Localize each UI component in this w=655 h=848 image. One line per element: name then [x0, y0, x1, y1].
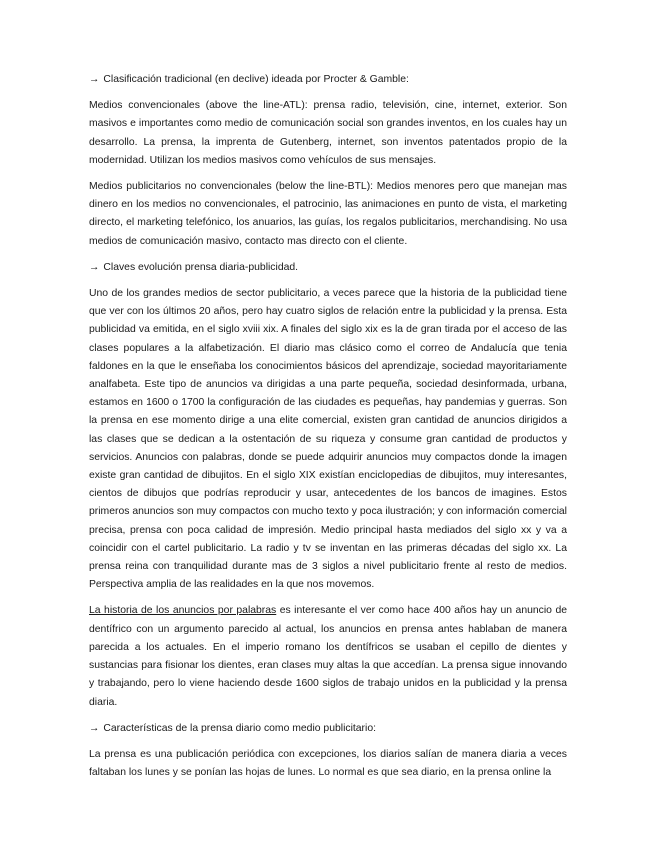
section-heading-characteristics — [89, 720, 567, 738]
heading-text: Características de la prensa diario como medio publicitario: — [103, 722, 376, 734]
paragraph-press-history: Uno de los grandes medios de sector publicitario, a veces parece que la historia de la publicidad tiene que ver con los últimos 20 años, pero hay cuatro siglos de relación entre la publicidad y la prensa. Esta publicidad va emitida, en el siglo xviii xix. A finales del siglo xix es la de gran tirada por el acceso de las clases populares a la alfabetización. El diario mas clásico como el correo de Andalucía que tenia faldones en la que le enseñaba los conocimientos básicos del aprendizaje, sociedad mayoritariamente analfabeta. Este tipo de anuncios va dirigidas a una parte pequeña, sociedad desinformada, urbana, estamos en 1600 o 1700 la configuración de las ciudades es pequeñas, hay pandemias y guerras. Son la prensa en ese momento dirige a una elite comercial, existen gran cantidad de anuncios dirigidos a las clases que se dedican a la ostentación de su riqueza y consume gran cantidad de productos y servicios. Anuncios con palabras, donde se puede adquirir anuncios muy compactos donde la imagen existe gran cantidad de dibujitos. En el siglo XIX existían enciclopedias de dibujitos, muy interesantes, cientos de dibujos que podrías reproducir y usar, antecedentes de los bancos de imagines. Estos primeros anuncios son muy compactos con mucho texto y poca ilustración; y con información comercial precisa, prensa con poca calidad de impresión. Medio principal hasta mediados del siglo xx y va a coincidir con el cartel publicitario. La radio y tv se inventan en las primeras décadas del siglo xx. La prensa reina con tranquilidad durante mas de 3 siglos a nivel publicitario frente al resto de medios. Perspectiva amplia de las realidades en la que nos movemos. — [89, 288, 567, 591]
paragraph-text: es interesante el ver como hace 400 años hay un anuncio de dentífrico con un argumento parecido al actual, los anuncios en prensa antes hablaban de manera parecida a los actuales. En el imperio romano los dentífricos se usaban el cepillo de dientes y sustancias para fisionar los dientes, eran clases muy altas la que accedían. La prensa sigue innovando y trabajando, pero lo viene haciendo desde 1600 siglos de trabajo unidos en la publicidad y la prensa diaria. — [89, 605, 567, 708]
document-body — [89, 71, 567, 790]
heading-text: Claves evolución prensa diaria-publicidad. — [103, 261, 299, 273]
paragraph-conventional-media: Medios convencionales (above the line-ATL): prensa radio, televisión, cine, internet, exterior. Son masivos e importantes como medio de comunicación social son grandes inventos, en los cuales hay un desarrollo. La prensa, la imprenta de Gutenberg, internet, son inventos patentados propio de la modernidad. Utilizan los medios masivos como vehículos de sus mensajes. — [89, 100, 567, 166]
arrow-icon: → — [89, 74, 100, 85]
heading-text: Clasificación tradicional (en declive) ideada por Procter & Gamble: — [103, 74, 409, 85]
underlined-phrase: La historia de los anuncios por palabras — [89, 605, 277, 617]
arrow-icon: → — [89, 722, 100, 734]
paragraph-non-conventional-media: Medios publicitarios no convencionales (below the line-BTL): Medios menores pero que manejan mas dinero en los medios no convencionales, el patrocinio, las animaciones en punto de vista, el marketing directo, el marketing telefónico, los anuarios, las guías, los regalos publicitarios, merchandising. No usa medios de comunicación masivo, contacto mas directo con el cliente. — [89, 181, 567, 247]
arrow-icon: → — [89, 261, 100, 273]
paragraph-periodical: La prensa es una publicación periódica con excepciones, los diarios salían de manera diaria a veces faltaban los lunes y se ponían las hojas de lunes. Lo normal es que sea diario, en la prensa online la — [89, 748, 567, 779]
section-heading-classification — [89, 71, 567, 89]
paragraph-classified-ads — [89, 602, 567, 711]
section-heading-evolution — [89, 259, 567, 277]
